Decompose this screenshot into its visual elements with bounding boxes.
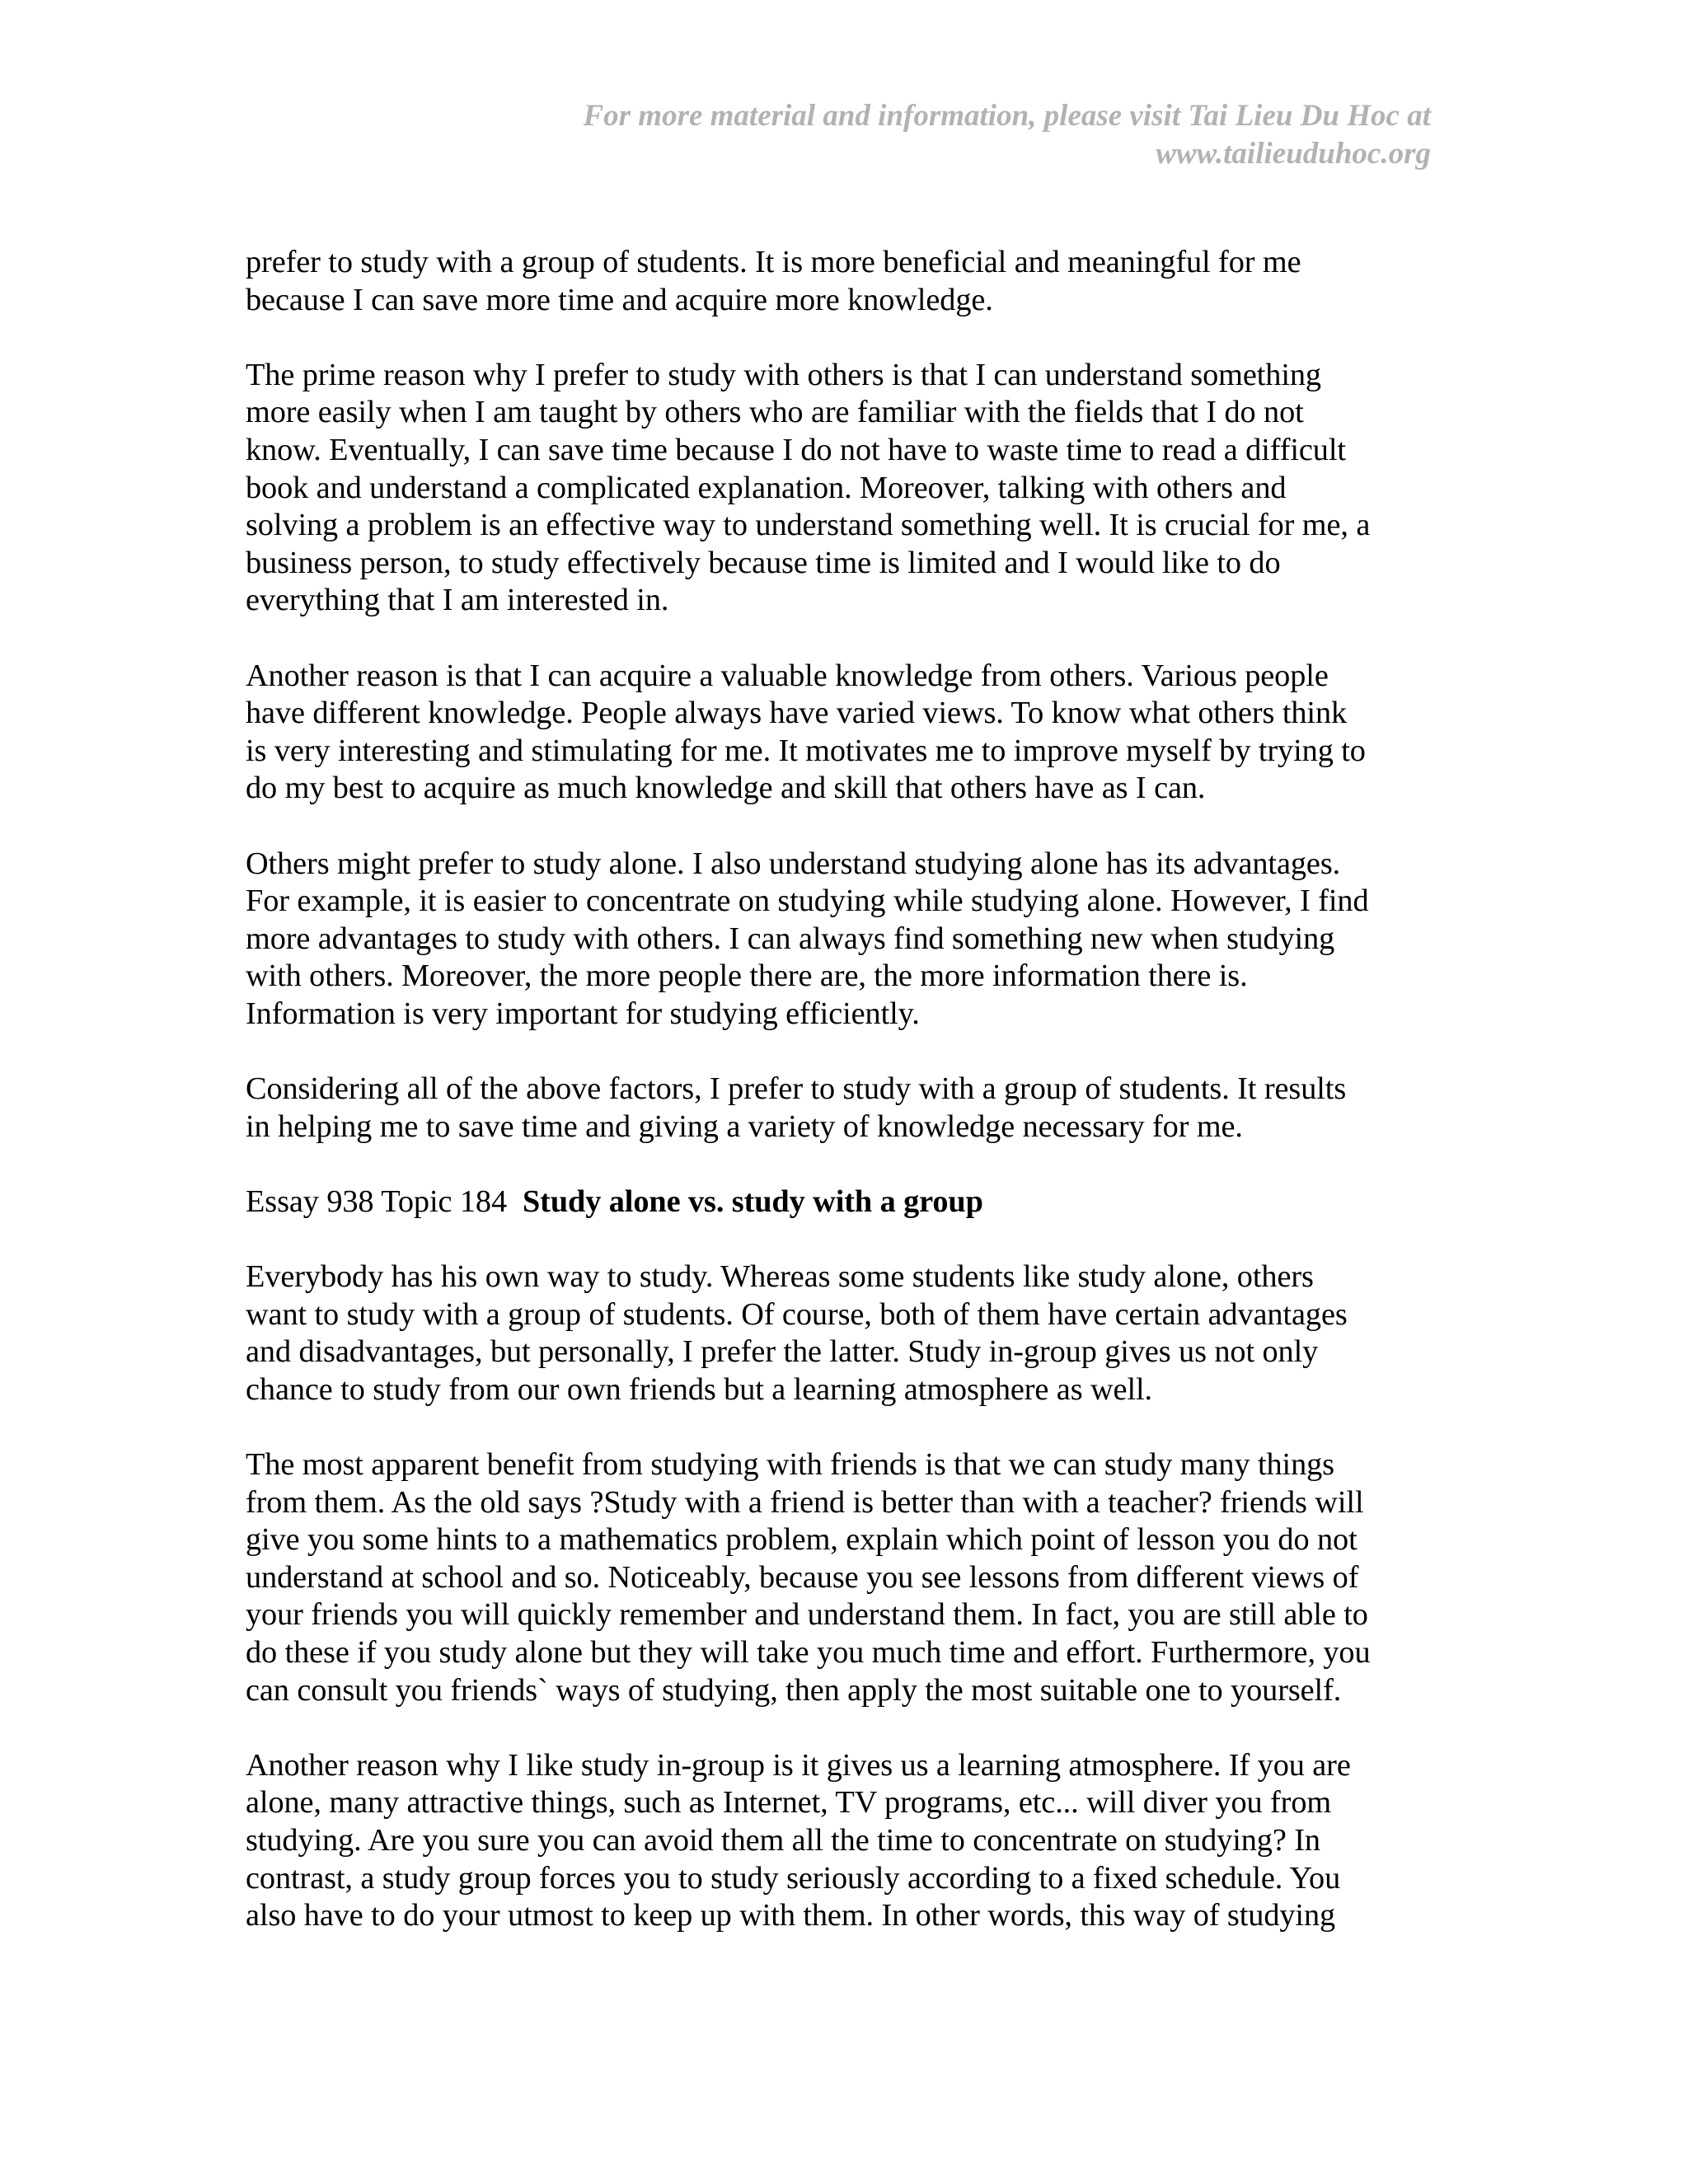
document-body [246,244,1449,1972]
text-line: everything that I am interested in. [246,583,669,618]
text-line: alone, many attractive things, such as Internet, TV programs, etc... will diver you from [246,1785,1332,1821]
essay-number: Essay 938 Topic 184 [246,1183,508,1219]
text-line: prefer to study with a group of students. It is more beneficial and meaningful for me [246,245,1301,279]
header-line-1: For more material and information, please visit Tai Lieu Du Hoc at [583,99,1431,133]
text-line: business person, to study effectively because time is limited and I would like to do [246,545,1281,580]
text-line: know. Eventually, I can save time because I do not have to waste time to read a difficult [246,432,1346,467]
text-line: Considering all of the above factors, I prefer to study with a group of students. It results [246,1071,1347,1107]
essay-heading [246,1183,1449,1221]
text-line: also have to do your utmost to keep up with them. In other words, this way of studying [246,1898,1336,1933]
paragraph-7 [246,1446,1449,1709]
paragraph-4 [246,846,1449,1033]
header-url: www.tailieuduhoc.org [1156,137,1431,171]
text-line: more easily when I am taught by others who are familiar with the fields that I do not [246,395,1304,430]
text-line: For example, it is easier to concentrate on studying while studying alone. However, I find [246,883,1369,919]
text-line: want to study with a group of students. Of course, both of them have certain advantages [246,1296,1348,1332]
text-line: Another reason why I like study in-group is it gives us a learning atmosphere. If you are [246,1747,1351,1783]
text-line: book and understand a complicated explanation. Moreover, talking with others and [246,470,1287,505]
essay-title: Study alone vs. study with a group [522,1183,983,1219]
text-line: do my best to acquire as much knowledge and skill that others have as I can. [246,771,1206,806]
text-line: your friends you will quickly remember and understand them. In fact, you are still able to [246,1597,1368,1633]
text-line: solving a problem is an effective way to understand something well. It is crucial for me, a [246,508,1371,543]
page-header [442,97,1431,173]
text-line: Another reason is that I can acquire a valuable knowledge from others. Various people [246,658,1329,693]
text-line: The most apparent benefit from studying with friends is that we can study many things [246,1447,1334,1482]
text-line: Everybody has his own way to study. Whereas some students like study alone, others [246,1259,1314,1295]
text-line: chance to study from our own friends but a learning atmosphere as well. [246,1371,1152,1407]
text-line: Information is very important for studying efficiently. [246,996,920,1031]
text-line: and disadvantages, but personally, I prefer the latter. Study in-group gives us not only [246,1334,1319,1370]
essay-heading-line [246,1183,1449,1221]
text-line: with others. Moreover, the more people there are, the more information there is. [246,958,1248,994]
text-line: give you some hints to a mathematics problem, explain which point of lesson you do not [246,1522,1357,1558]
paragraph-2 [246,357,1449,620]
text-line: do these if you study alone but they will take you much time and effort. Furthermore, you [246,1634,1371,1670]
paragraph-1 [246,244,1449,319]
text-line: The prime reason why I prefer to study with others is that I can understand something [246,357,1321,392]
text-line: have different knowledge. People always have varied views. To know what others think [246,696,1348,731]
paragraph-5 [246,1071,1449,1146]
text-line: is very interesting and stimulating for me. It motivates me to improve myself by trying to [246,733,1366,768]
text-line: Others might prefer to study alone. I also understand studying alone has its advantages. [246,846,1341,881]
paragraph-3 [246,658,1449,808]
text-line: understand at school and so. Noticeably, because you see lessons from different views of [246,1559,1359,1595]
text-line: in helping me to save time and giving a variety of knowledge necessary for me. [246,1108,1243,1144]
paragraph-8 [246,1747,1449,1935]
text-line: more advantages to study with others. I can always find something new when studying [246,921,1335,956]
text-line: contrast, a study group forces you to study seriously according to a fixed schedule. You [246,1860,1341,1896]
text-line: because I can save more time and acquire more knowledge. [246,282,993,317]
text-line: from them. As the old says ?Study with a friend is better than with a teacher? friends will [246,1484,1364,1520]
text-line: studying. Are you sure you can avoid them all the time to concentrate on studying? In [246,1822,1320,1858]
paragraph-6 [246,1258,1449,1408]
text-line: can consult you friends` ways of studying, then apply the most suitable one to yourself. [246,1672,1342,1708]
